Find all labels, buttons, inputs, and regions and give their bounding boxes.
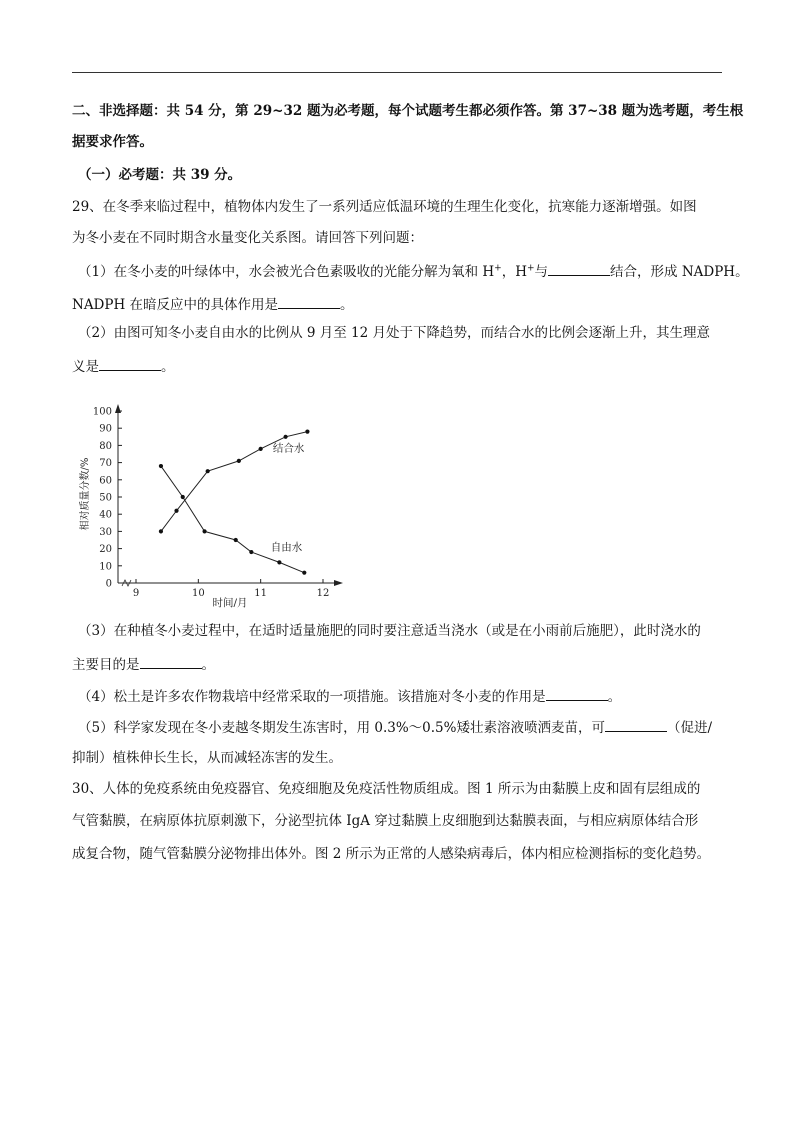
q30-line3: 成复合物，随气管黏膜分泌物排出体外。图 2 所示为正常的人感染病毒后，体内相应检测指标的变化趋势。 bbox=[72, 846, 711, 862]
y-tick-label: 50 bbox=[99, 492, 112, 504]
answer-blank[interactable] bbox=[140, 654, 202, 669]
data-point bbox=[259, 447, 263, 451]
q29-intro-line1: 29、在冬季来临过程中，植物体内发生了一系列适应低温环境的生理生化变化，抗寒能力逐渐增强。如图 bbox=[72, 199, 697, 215]
q29-part2-line2: 义是 。 bbox=[72, 356, 727, 376]
data-point bbox=[174, 509, 178, 513]
data-point bbox=[302, 571, 306, 575]
y-axis-label: 相对质量分数/% bbox=[80, 457, 91, 531]
y-tick-label: 60 bbox=[99, 475, 112, 487]
y-tick-label: 0 bbox=[105, 578, 112, 590]
chart-ticks bbox=[93, 407, 329, 600]
answer-blank[interactable] bbox=[99, 356, 161, 371]
x-tick-label: 10 bbox=[191, 588, 205, 599]
q29-part3-line2: 主要目的是 。 bbox=[72, 654, 727, 674]
y-tick-label: 90 bbox=[99, 423, 112, 435]
data-point bbox=[159, 529, 163, 533]
x-tick-label: 9 bbox=[132, 588, 140, 599]
axis-break bbox=[122, 580, 131, 586]
y-tick-label: 20 bbox=[99, 544, 112, 556]
y-tick-label: 10 bbox=[99, 561, 112, 573]
data-point bbox=[159, 464, 163, 468]
section-subheading: （一）必考题：共 39 分。 bbox=[78, 167, 242, 183]
data-point bbox=[202, 529, 206, 533]
q29-part5-line2: 抑制）植株伸长生长，从而减轻冻害的发生。 bbox=[72, 750, 342, 766]
x-tick-label: 11 bbox=[254, 588, 268, 599]
chart-series bbox=[159, 430, 310, 575]
data-point bbox=[206, 469, 210, 473]
top-rule bbox=[72, 72, 722, 73]
section-heading-line2: 据要求作答。 bbox=[72, 134, 153, 150]
q29-part4: （4）松土是许多农作物栽培中经常采取的一项措施。该措施对冬小麦的作用是 。 bbox=[78, 686, 733, 706]
series-label: 结合水 bbox=[272, 442, 305, 455]
x-axis-arrow bbox=[334, 580, 343, 586]
series-label: 自由水 bbox=[270, 541, 303, 554]
q29-part5-line1: （5）科学家发现在冬小麦越冬期发生冻害时，用 0.3%～0.5%矮壮素溶液喷洒麦苗，可 （促进/ bbox=[78, 717, 733, 737]
q29-part2-line1: （2）由图可知冬小麦自由水的比例从 9 月至 12 月处于下降趋势，而结合水的比例会逐渐上升，其生理意 bbox=[78, 325, 711, 341]
y-tick-label: 30 bbox=[99, 526, 112, 538]
x-tick-label: 12 bbox=[316, 588, 330, 599]
data-point bbox=[284, 435, 288, 439]
y-tick-label: 100 bbox=[92, 406, 112, 418]
y-tick-label: 80 bbox=[99, 440, 112, 452]
data-point bbox=[181, 495, 185, 499]
q29-part1-line1: （1）在冬小麦的叶绿体中，水会被光合色素吸收的光能分解为氧和 H+，H+与 结合，形成 NADPH。 bbox=[78, 261, 733, 281]
answer-blank[interactable] bbox=[278, 294, 340, 309]
answer-blank[interactable] bbox=[546, 686, 608, 701]
data-point bbox=[277, 560, 281, 564]
data-point bbox=[249, 550, 253, 554]
data-point bbox=[305, 430, 309, 434]
section-heading-line1: 二、非选择题：共 54 分，第 29~32 题为必考题，每个试题考生都必须作答。第 37~38 题为选考题，考生根 bbox=[72, 103, 744, 119]
answer-blank[interactable] bbox=[548, 261, 610, 276]
x-axis-label: 时间/月 bbox=[212, 597, 248, 609]
q30-line2: 气管黏膜，在病原体抗原刺激下，分泌型抗体 IgA 穿过黏膜上皮细胞到达黏膜表面，与相应病原体结合形 bbox=[72, 813, 699, 829]
answer-blank[interactable] bbox=[605, 717, 667, 732]
data-point bbox=[237, 459, 241, 463]
q29-intro-line2: 为冬小麦在不同时期含水量变化关系图。请回答下列问题： bbox=[72, 230, 423, 246]
y-axis-arrow bbox=[115, 404, 121, 413]
q30-line1: 30、人体的免疫系统由免疫器官、免疫细胞及免疫活性物质组成。图 1 所示为由黏膜上皮和固有层组成的 bbox=[72, 781, 701, 797]
water-content-chart bbox=[78, 396, 348, 618]
data-point bbox=[234, 538, 238, 542]
series-line bbox=[161, 466, 304, 573]
q29-part3-line1: （3）在种植冬小麦过程中，在适时适量施肥的同时要注意适当浇水（或是在小雨前后施肥），此时浇水的 bbox=[78, 623, 701, 639]
y-tick-label: 40 bbox=[99, 509, 112, 521]
y-tick-label: 70 bbox=[99, 458, 112, 470]
q29-part1-line2: NADPH 在暗反应中的具体作用是 。 bbox=[72, 294, 727, 314]
